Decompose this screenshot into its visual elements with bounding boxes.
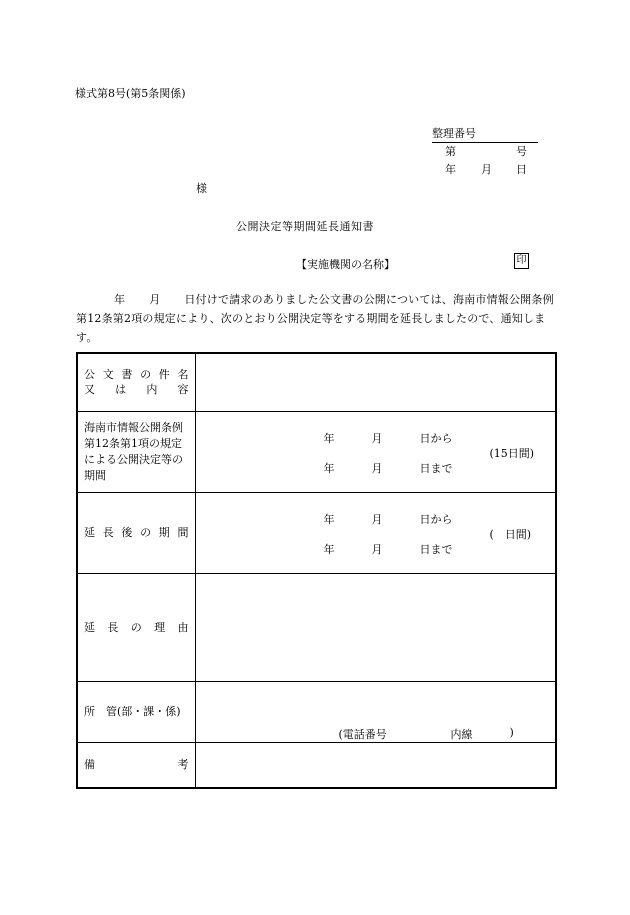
table-row — [77, 681, 556, 742]
extension-label: 内線 — [450, 727, 473, 741]
addressee-suffix: 様 — [196, 182, 207, 195]
subject-value[interactable] — [195, 353, 556, 411]
reference-number-prefix: 第 — [445, 145, 456, 158]
table-row — [77, 353, 556, 411]
date-year-label: 年 — [445, 163, 456, 176]
seal-mark: 印 — [514, 253, 529, 269]
notice-table — [76, 352, 557, 789]
remarks-label: 備 考 — [77, 742, 195, 788]
phone-number-label: (電話番号 — [338, 727, 387, 741]
department-label: 所 管(部・課・係) — [77, 681, 195, 742]
extension-reason-value[interactable] — [195, 573, 556, 681]
date-day-label: 日 — [516, 163, 527, 176]
table-row — [77, 492, 556, 573]
reference-number-label: 整理番号 — [432, 125, 538, 143]
extended-period-value[interactable]: 年 月 日から 年 月 日まで ( 日間) — [195, 492, 556, 573]
original-period-days: (15日間) — [489, 446, 535, 460]
body-month-label: 月 — [149, 293, 161, 306]
form-number: 様式第8号(第5条関係) — [75, 87, 186, 100]
department-value[interactable]: (電話番号 内線 ) — [195, 681, 556, 742]
table-row — [77, 573, 556, 681]
body-year-label: 年 — [114, 293, 126, 306]
original-period-value[interactable]: 年 月 日から 年 月 日まで (15日間) — [195, 411, 556, 492]
agency-name-label: 【実施機関の名称】 — [296, 258, 395, 271]
extension-reason-label: 延 長 の 理 由 — [77, 573, 195, 681]
extended-period-days: ( 日間) — [489, 527, 532, 541]
notice-body — [76, 290, 558, 347]
extended-period-label: 延 長 後 の 期 間 — [77, 492, 195, 573]
reference-number-suffix: 号 — [516, 145, 527, 158]
body-text: 日付けで請求のありました公文書の公開については、海南市情報公開条例第12条第2項の規定により、次のとおり公開決定等をする期間を延長しましたので、通知します。 — [76, 293, 554, 344]
document-title: 公開決定等期間延長通知書 — [236, 220, 374, 233]
original-period-label: 海南市情報公開条例 第12条第1項の規定 による公開決定等の 期間 — [77, 411, 195, 492]
subject-label-line2: 又 は 内 容 — [84, 383, 189, 397]
subject-label-line1: 公 文 書 の 件 名 — [84, 368, 189, 382]
table-row — [77, 742, 556, 788]
subject-label — [77, 353, 195, 411]
date-month-label: 月 — [481, 163, 492, 176]
table-row — [77, 411, 556, 492]
remarks-value[interactable] — [195, 742, 556, 788]
